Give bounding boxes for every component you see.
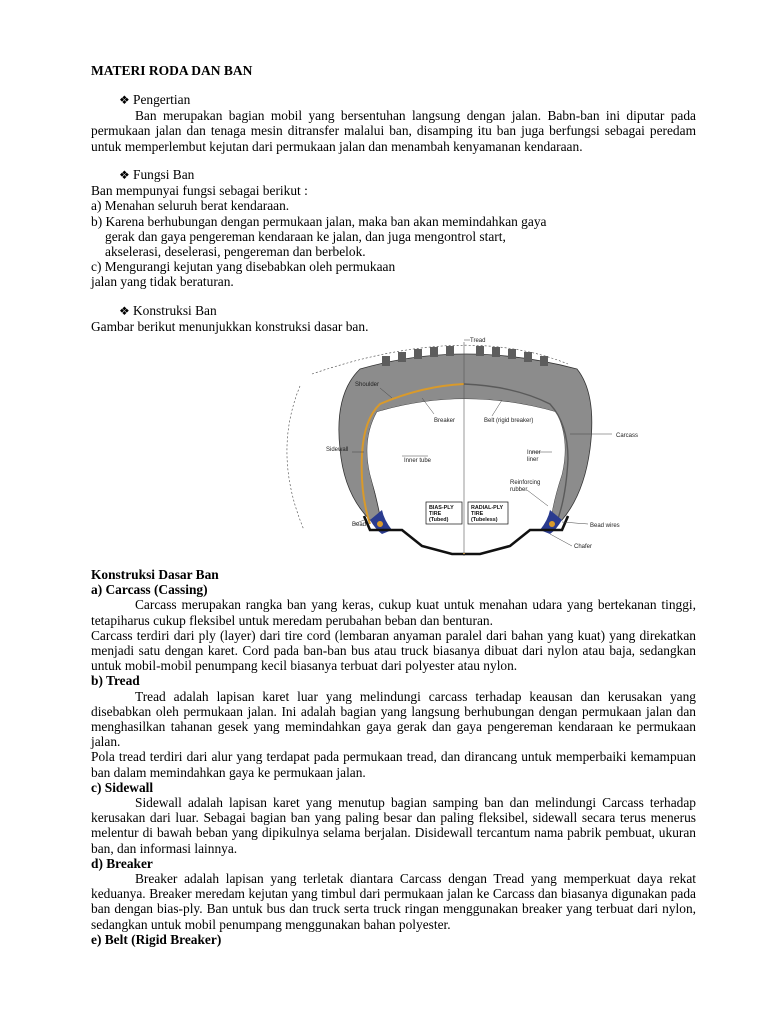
- label-bead: Bead: [352, 522, 367, 528]
- diamond-bullet-icon: ❖: [119, 93, 130, 107]
- bullet-heading-fungsi: [91, 167, 696, 183]
- label-belt: Belt (rigid breaker): [484, 418, 534, 424]
- label-bias-3: (Tubed): [429, 517, 449, 523]
- fungsi-heading: Fungsi Ban: [133, 167, 195, 182]
- label-radial-2: TIRE: [471, 511, 484, 517]
- tread-paragraph-1: Tread adalah lapisan karet luar yang melindungi carcass terhadap keausan dan kerusakan yang disebabkan oleh permukaan jalan. Ini adalah bagian yang langsung berhubungan dengan permukaan jalan dan menghasilkan tahanan gesek yang memindahkan gaya gerak dan gaya pengereman kendaraan ke permukaan jalan.: [91, 688, 696, 750]
- carcass-paragraph-2: Carcass terdiri dari ply (layer) dari tire cord (lembaran anyaman paralel dari bahan yang kuat) yang direkatkan menjadi satu dengan karet. Cord pada ban-ban bus atau truck biasanya dibuat dari nylon atau baja, sedangkan untuk mobil-mobil penumpang kecil biasanya terbuat dari polyester atau nylon.: [91, 627, 696, 674]
- fungsi-item-c-line2: jalan yang tidak beraturan.: [91, 274, 234, 290]
- bullet-heading-pengertian: [91, 92, 696, 108]
- sidewall-dimension-arc: [287, 386, 304, 530]
- label-breaker: Breaker: [434, 418, 456, 424]
- label-reinforcing-1: Reinforcing: [510, 480, 541, 486]
- fungsi-item-b-line3: akselerasi, deselerasi, pengereman dan berbelok.: [105, 244, 366, 260]
- section-pengertian: [91, 92, 696, 154]
- konstruksi-heading: Konstruksi Ban: [133, 303, 217, 318]
- fungsi-item-a: a) Menahan seluruh berat kendaraan.: [91, 198, 290, 214]
- breaker-heading: d) Breaker: [91, 855, 153, 871]
- section-fungsi: [91, 167, 696, 290]
- section-konstruksi-dasar: [91, 567, 696, 947]
- label-radial-1: RADIAL-PLY: [471, 505, 504, 511]
- fungsi-item-b-line1: b) Karena berhubungan dengan permukaan jalan, maka ban akan memindahkan gaya: [91, 213, 547, 229]
- fungsi-intro: Ban mempunyai fungsi sebagai berikut :: [91, 183, 308, 199]
- label-inner-liner-2: liner: [527, 457, 539, 463]
- label-bias-1: BIAS-PLY: [429, 505, 454, 511]
- label-shoulder: Shoulder: [355, 382, 380, 388]
- tread-paragraph-2: Pola tread terdiri dari alur yang terdapat pada permukaan tread, dan dirancang untuk memperbaiki kemampuan ban dalam memindahkan gaya ke permukaan jalan.: [91, 749, 696, 780]
- label-tread: Tread: [470, 338, 486, 344]
- label-radial-3: (Tubeless): [471, 517, 498, 523]
- dasar-heading: Konstruksi Dasar Ban: [91, 567, 219, 582]
- belt-heading: e) Belt (Rigid Breaker): [91, 931, 222, 947]
- label-sidewall: Sidewall: [326, 447, 349, 453]
- label-reinforcing-2: rubber: [510, 487, 528, 493]
- breaker-paragraph: Breaker adalah lapisan yang terletak diantara Carcass dengan Tread yang memperkuat daya rekat keduanya. Breaker meredam kejutan yang timbul dari permukaan jalan ke Carcass dan biasanya digunakan pada ban dengan bias-ply. Ban untuk bus dan truck serta truck ringan menggunakan breaker yang terbuat dari nylon, sedangkan untuk mobil penumpang menggunakan bahan polyester.: [91, 871, 696, 932]
- carcass-heading: a) Carcass (Cassing): [91, 582, 208, 598]
- label-bead-wires: Bead wires: [590, 523, 620, 529]
- sidewall-paragraph: Sidewall adalah lapisan karet yang menutup bagian samping ban dan melindungi Carcass terhadap kerusakan dari luar. Sebagai bagian ban yang paling besar dan paling fleksibel, sidewall secara terus menerus melentur di bawah beban yang dipikulnya selama berjalan. Disidewall tercantum nama pabrik pembuat, ukuran ban, dan informasi lainnya.: [91, 795, 696, 856]
- tread-heading: b) Tread: [91, 673, 140, 689]
- label-chafer: Chafer: [574, 544, 593, 550]
- fungsi-item-c-line1: c) Mengurangi kejutan yang disebabkan oleh permukaan: [91, 259, 396, 275]
- pengertian-paragraph: Ban merupakan bagian mobil yang bersentuhan langsung dengan jalan. Babn-ban ini diputar pada permukaan jalan dan tenaga mesin ditransfer malalui ban, disamping itu ban juga berfungsi sebagai peredam untuk memperlembut kejutan dari permukaan jalan dan menambah kenyamanan kendaraan.: [91, 108, 696, 154]
- label-bias-2: TIRE: [429, 511, 442, 517]
- fungsi-item-b-line2: gerak dan gaya pengereman kendaraan ke jalan, dan juga mengontrol start,: [105, 228, 506, 244]
- pengertian-heading: Pengertian: [133, 92, 191, 107]
- tire-construction-figure: [252, 334, 647, 562]
- bullet-heading-konstruksi: [91, 303, 696, 319]
- section-konstruksi: [91, 303, 696, 334]
- label-inner-liner-1: Inner: [527, 450, 541, 456]
- label-inner-tube: Inner tube: [404, 458, 432, 464]
- carcass-paragraph-1: Carcass merupakan rangka ban yang keras, cukup kuat untuk menahan udara yang bertekanan tinggi, tetapiharus cukup fleksibel untuk meredam perubahan beban dan benturan.: [91, 597, 696, 628]
- page-title: MATERI RODA DAN BAN: [91, 63, 253, 78]
- sidewall-heading: c) Sidewall: [91, 779, 154, 795]
- tire-diagram: [252, 334, 647, 562]
- diamond-bullet-icon: ❖: [119, 304, 130, 318]
- label-carcass: Carcass: [616, 433, 639, 439]
- konstruksi-intro: Gambar berikut menunjukkan konstruksi dasar ban.: [91, 319, 369, 335]
- diamond-bullet-icon: ❖: [119, 168, 130, 182]
